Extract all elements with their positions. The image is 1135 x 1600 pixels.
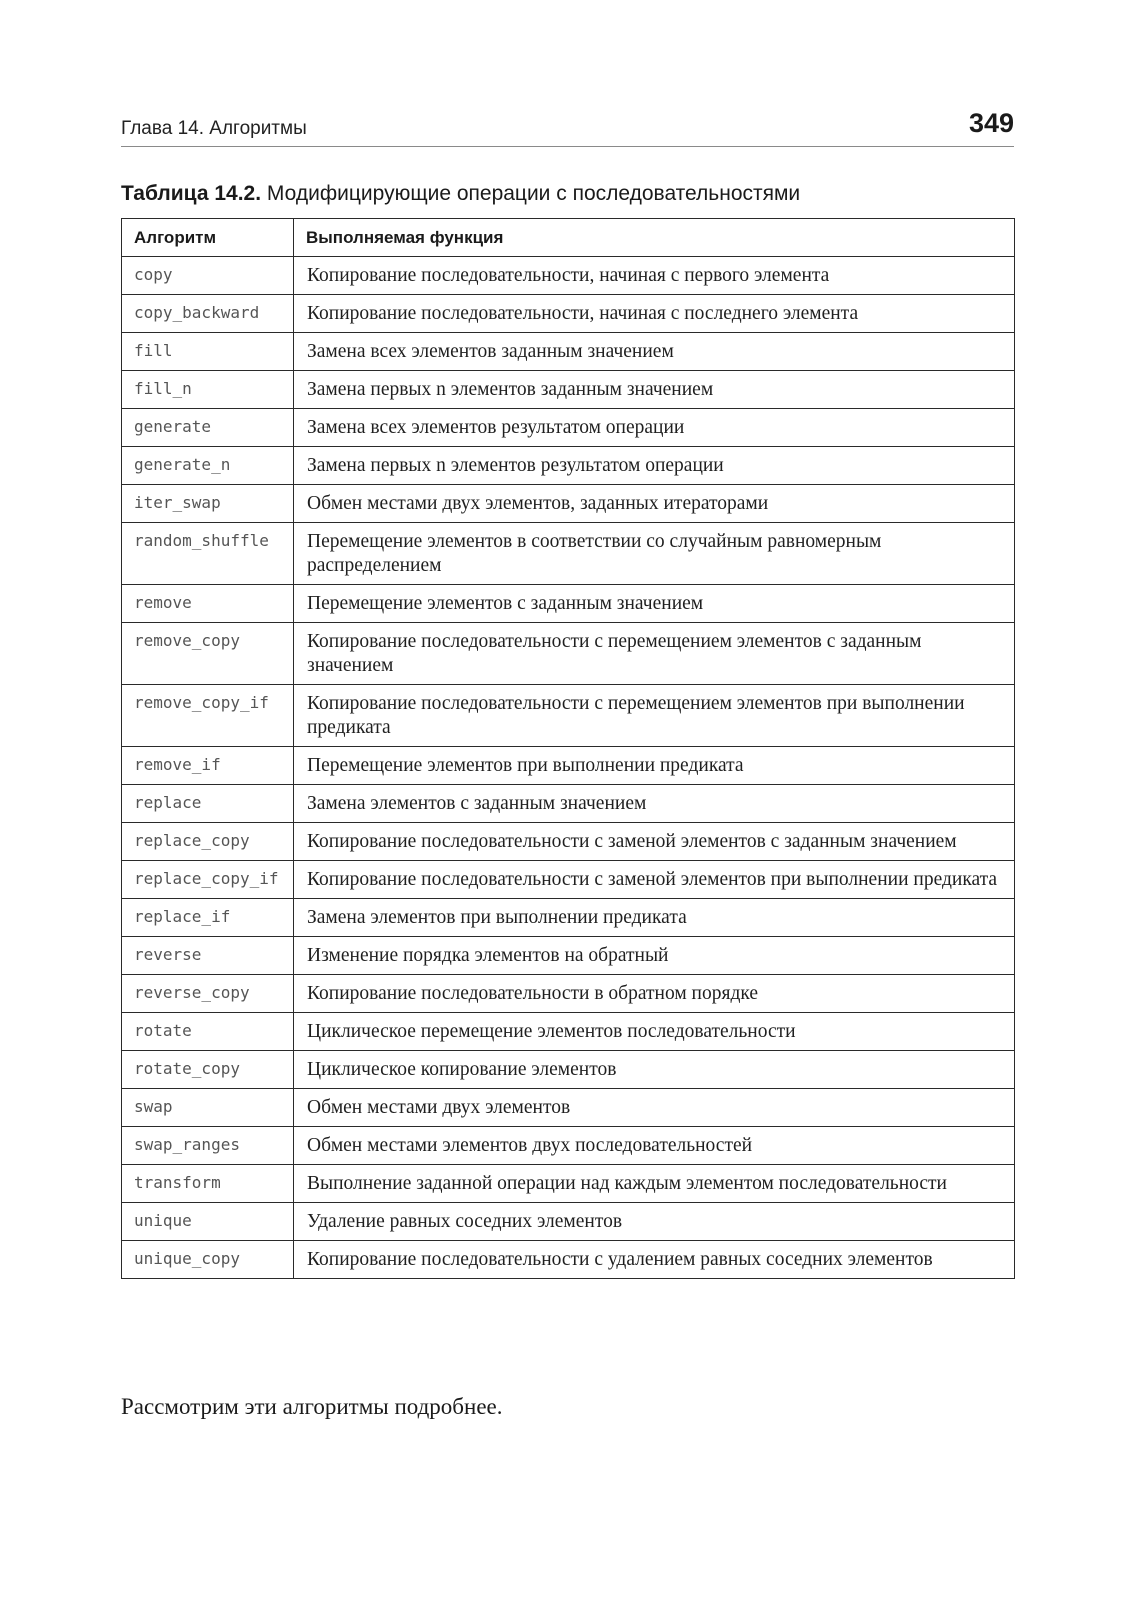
algorithm-name-cell: rotate (122, 1013, 294, 1051)
algorithm-description-cell: Удаление равных соседних элементов (294, 1203, 1015, 1241)
table-row (122, 1127, 1015, 1165)
algorithm-description-cell: Копирование последовательности с заменой элементов с заданным значением (294, 823, 1015, 861)
running-header (121, 108, 1014, 147)
algorithm-description-cell: Изменение порядка элементов на обратный (294, 937, 1015, 975)
table-row (122, 823, 1015, 861)
algorithm-description-cell: Перемещение элементов в соответствии со случайным равномерным распределением (294, 523, 1015, 585)
algorithm-description-cell: Копирование последовательности, начиная с первого элемента (294, 257, 1015, 295)
algorithm-description-cell: Замена элементов с заданным значением (294, 785, 1015, 823)
algorithm-description-cell: Копирование последовательности в обратном порядке (294, 975, 1015, 1013)
algorithm-name-cell: reverse_copy (122, 975, 294, 1013)
column-header-algorithm: Алгоритм (122, 219, 294, 257)
table-row (122, 1051, 1015, 1089)
algorithm-name-cell: swap_ranges (122, 1127, 294, 1165)
algorithm-name-cell: replace_if (122, 899, 294, 937)
table-row (122, 409, 1015, 447)
algorithm-description-cell: Копирование последовательности с перемещением элементов с заданным значением (294, 623, 1015, 685)
algorithm-name-cell: swap (122, 1089, 294, 1127)
table-row (122, 623, 1015, 685)
algorithm-name-cell: copy (122, 257, 294, 295)
algorithm-description-cell: Копирование последовательности с заменой элементов при выполнении предиката (294, 861, 1015, 899)
table-row (122, 937, 1015, 975)
table-row (122, 899, 1015, 937)
algorithm-description-cell: Замена первых n элементов результатом операции (294, 447, 1015, 485)
algorithm-description-cell: Замена всех элементов результатом операции (294, 409, 1015, 447)
algorithm-name-cell: remove (122, 585, 294, 623)
table-row (122, 1203, 1015, 1241)
algorithm-description-cell: Обмен местами двух элементов, заданных итераторами (294, 485, 1015, 523)
table-body (122, 257, 1015, 1279)
algorithm-name-cell: replace (122, 785, 294, 823)
algorithm-name-cell: replace_copy_if (122, 861, 294, 899)
algorithm-description-cell: Перемещение элементов при выполнении предиката (294, 747, 1015, 785)
table-row (122, 861, 1015, 899)
table-row (122, 975, 1015, 1013)
algorithm-name-cell: fill_n (122, 371, 294, 409)
algorithm-description-cell: Обмен местами элементов двух последовательностей (294, 1127, 1015, 1165)
algorithm-description-cell: Циклическое копирование элементов (294, 1051, 1015, 1089)
chapter-title: Глава 14. Алгоритмы (121, 118, 307, 139)
table-row (122, 1013, 1015, 1051)
algorithm-name-cell: transform (122, 1165, 294, 1203)
table-caption (121, 182, 800, 206)
algorithm-name-cell: reverse (122, 937, 294, 975)
table-row (122, 371, 1015, 409)
algorithm-name-cell: iter_swap (122, 485, 294, 523)
algorithm-description-cell: Замена первых n элементов заданным значением (294, 371, 1015, 409)
table-row (122, 685, 1015, 747)
algorithm-description-cell: Выполнение заданной операции над каждым элементом последовательности (294, 1165, 1015, 1203)
algorithm-name-cell: generate_n (122, 447, 294, 485)
algorithms-table (121, 218, 1015, 1279)
algorithm-name-cell: fill (122, 333, 294, 371)
algorithm-name-cell: remove_copy_if (122, 685, 294, 747)
table-caption-label: Таблица 14.2. (121, 182, 262, 205)
algorithm-name-cell: remove_if (122, 747, 294, 785)
algorithm-name-cell: remove_copy (122, 623, 294, 685)
table-row (122, 785, 1015, 823)
algorithm-name-cell: copy_backward (122, 295, 294, 333)
table-row (122, 1165, 1015, 1203)
table-header-row (122, 219, 1015, 257)
table-row (122, 523, 1015, 585)
table-row (122, 747, 1015, 785)
algorithm-description-cell: Копирование последовательности с перемещением элементов при выполнении предиката (294, 685, 1015, 747)
algorithm-name-cell: unique (122, 1203, 294, 1241)
algorithm-description-cell: Циклическое перемещение элементов последовательности (294, 1013, 1015, 1051)
algorithm-name-cell: generate (122, 409, 294, 447)
algorithm-description-cell: Перемещение элементов с заданным значением (294, 585, 1015, 623)
table-row (122, 295, 1015, 333)
table-row (122, 585, 1015, 623)
algorithm-name-cell: rotate_copy (122, 1051, 294, 1089)
table-row (122, 1241, 1015, 1279)
algorithm-name-cell: replace_copy (122, 823, 294, 861)
table-row (122, 1089, 1015, 1127)
algorithm-description-cell: Замена всех элементов заданным значением (294, 333, 1015, 371)
algorithm-description-cell: Копирование последовательности с удалением равных соседних элементов (294, 1241, 1015, 1279)
table-row (122, 485, 1015, 523)
column-header-function: Выполняемая функция (294, 219, 1015, 257)
table-caption-text: Модифицирующие операции с последовательностями (266, 182, 801, 205)
table-row (122, 257, 1015, 295)
algorithm-description-cell: Замена элементов при выполнении предиката (294, 899, 1015, 937)
algorithm-name-cell: unique_copy (122, 1241, 294, 1279)
table-row (122, 447, 1015, 485)
table-row (122, 333, 1015, 371)
page-number: 349 (968, 108, 1014, 138)
body-paragraph: Рассмотрим эти алгоритмы подробнее. (121, 1394, 503, 1419)
algorithm-name-cell: random_shuffle (122, 523, 294, 585)
algorithm-description-cell: Копирование последовательности, начиная с последнего элемента (294, 295, 1015, 333)
algorithm-description-cell: Обмен местами двух элементов (294, 1089, 1015, 1127)
